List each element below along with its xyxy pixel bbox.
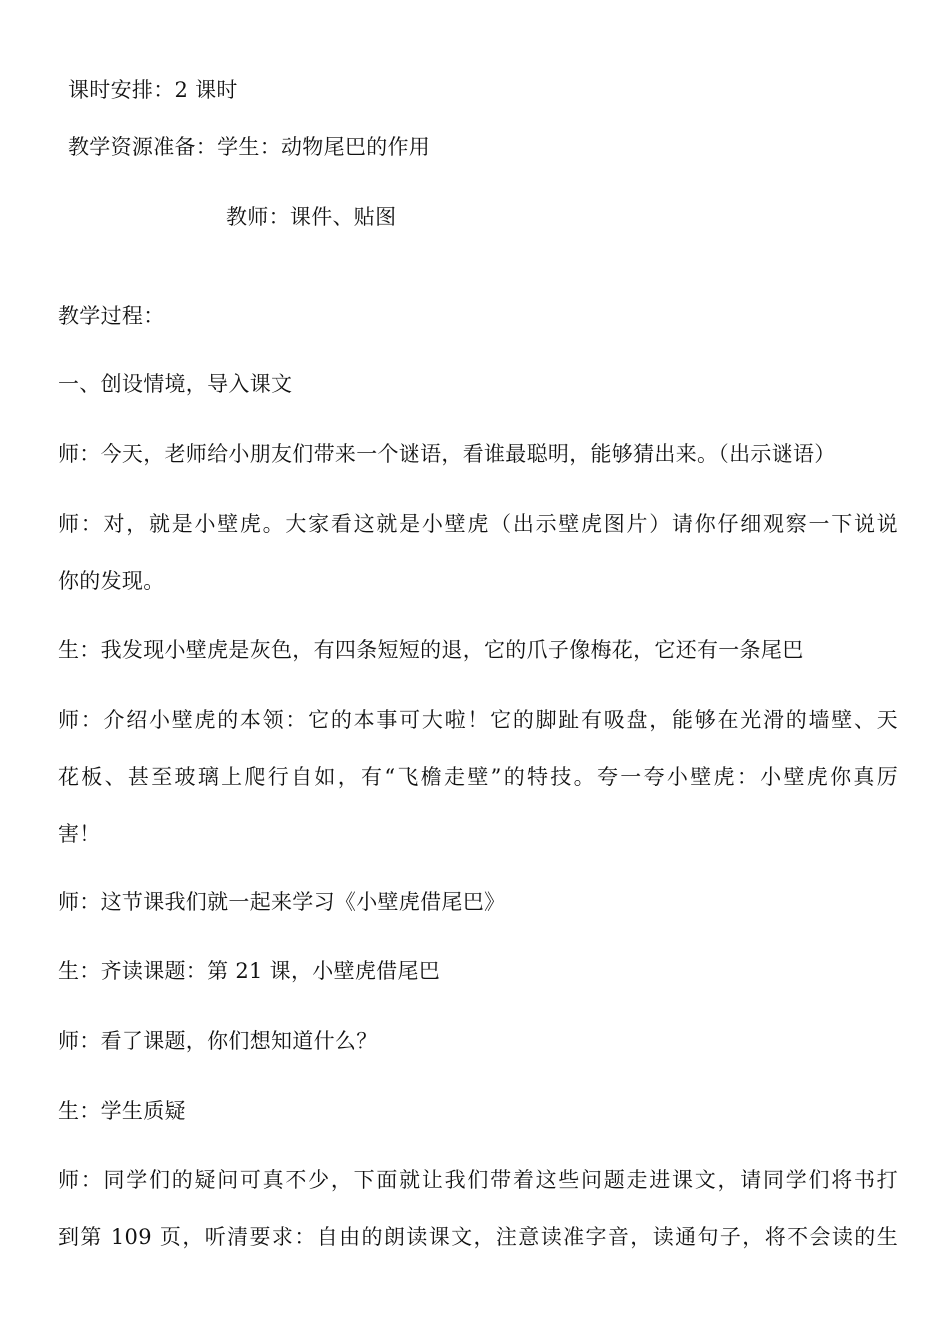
paragraph-line: 师：同学们的疑问可真不少，下面就让我们带着这些问题走进课文，请同学们将书打 (58, 1168, 898, 1192)
paragraph-line: 害！ (58, 822, 101, 846)
paragraph-line: 生：学生质疑 (58, 1099, 186, 1123)
resources-teacher-line: 教师：课件、贴图 (226, 205, 397, 229)
paragraph-line: 你的发现。 (58, 569, 165, 593)
paragraph-line: 到第 109 页，听清要求：自由的朗读课文，注意读准字音，读通句子，将不会读的生 (58, 1225, 898, 1249)
paragraph-line: 师：这节课我们就一起来学习《小壁虎借尾巴》 (58, 890, 506, 914)
paragraph-line: 师：介绍小壁虎的本领：它的本事可大啦！它的脚趾有吸盘，能够在光滑的墙壁、天 (58, 708, 898, 732)
paragraph-line: 师：对，就是小壁虎。大家看这就是小壁虎（出示壁虎图片）请你仔细观察一下说说 (58, 512, 898, 536)
paragraph-line: 师：看了课题，你们想知道什么？ (58, 1029, 378, 1053)
schedule-line: 课时安排：2 课时 (68, 78, 238, 102)
paragraph-line: 生：齐读课题：第 21 课，小壁虎借尾巴 (58, 959, 441, 983)
paragraph-line: 师：今天，老师给小朋友们带来一个谜语，看谁最聪明，能够猜出来。（出示谜语） (58, 442, 836, 466)
step-one-title: 一、创设情境，导入课文 (58, 372, 293, 396)
resources-student-line: 教学资源准备：学生：动物尾巴的作用 (68, 135, 431, 159)
section-title: 教学过程： (58, 304, 165, 328)
paragraph-line: 生：我发现小壁虎是灰色，有四条短短的退，它的爪子像梅花，它还有一条尾巴 (58, 638, 804, 662)
paragraph-line: 花板、甚至玻璃上爬行自如，有“飞檐走壁”的特技。夸一夸小壁虎：小壁虎你真厉 (58, 765, 898, 789)
